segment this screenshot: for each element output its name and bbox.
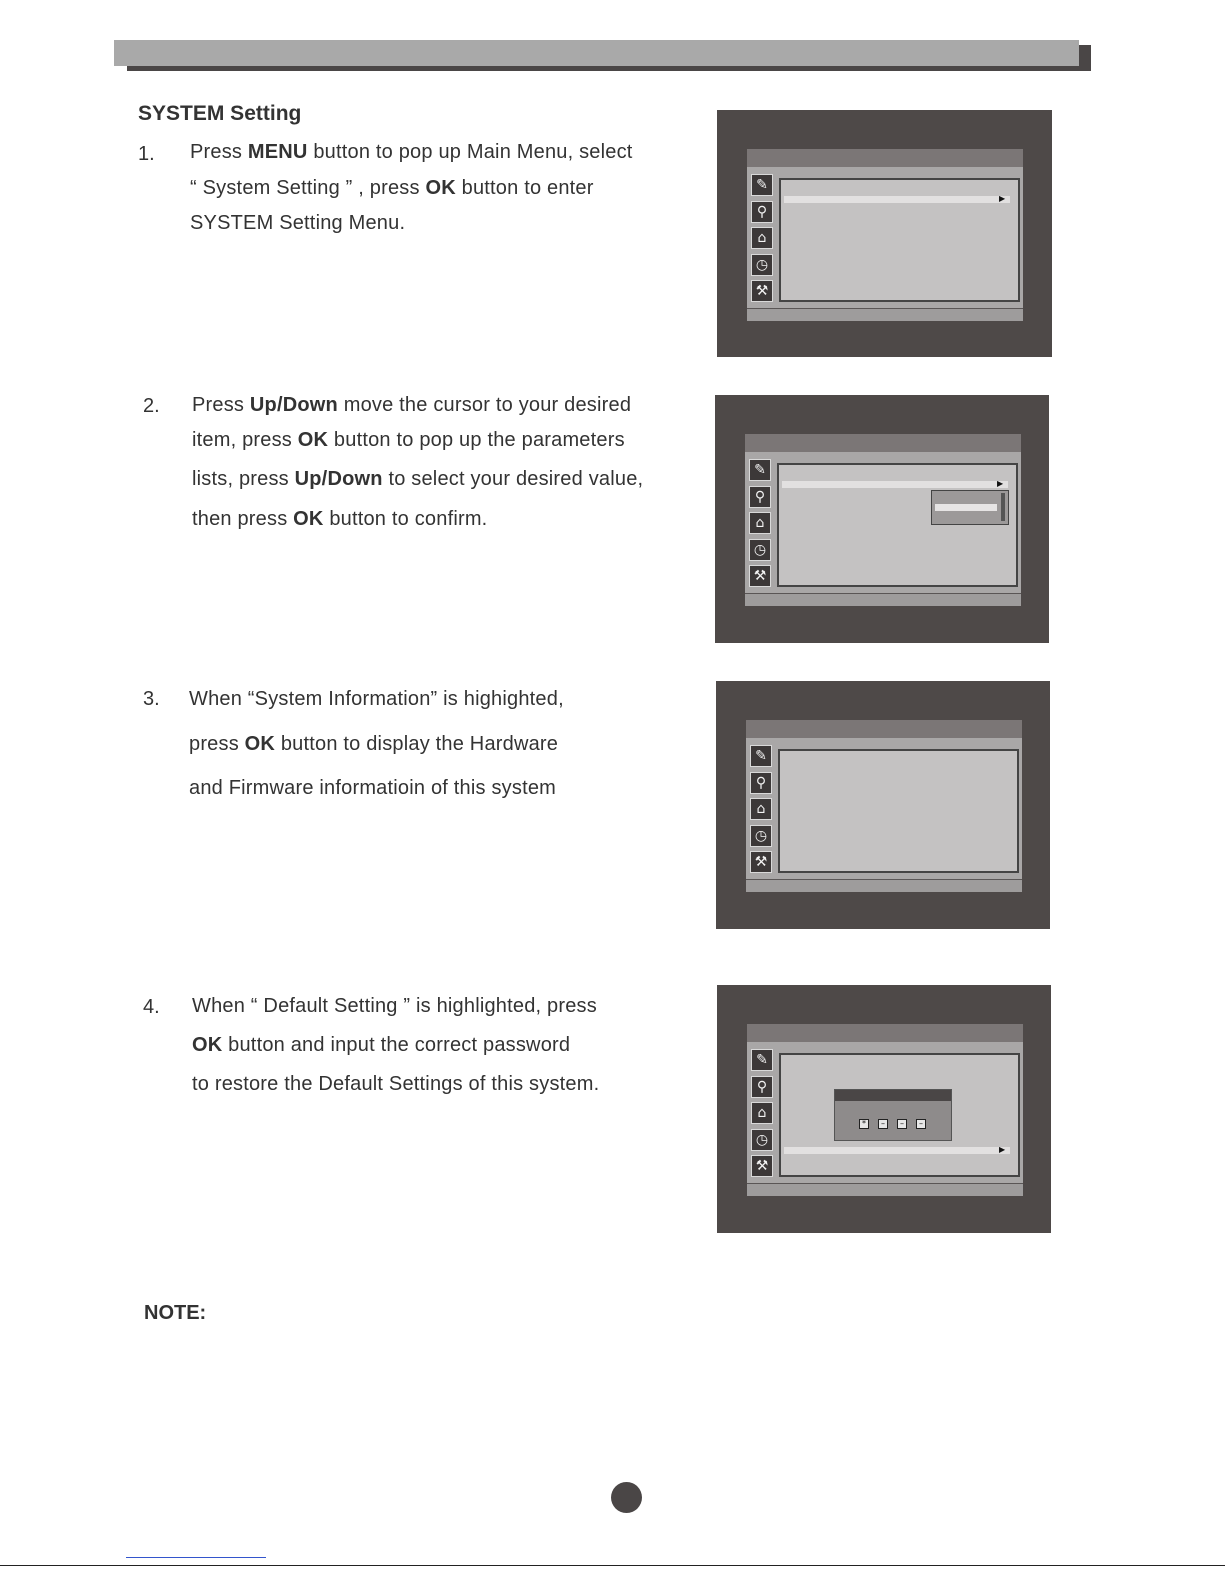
right-arrow-icon: ▶: [999, 194, 1006, 203]
step-text: then press: [192, 508, 294, 530]
step-text: Press: [192, 394, 250, 416]
footer-link-line: [126, 1557, 266, 1558]
step-text: lists, press: [192, 468, 295, 490]
key-label: MENU: [247, 141, 308, 163]
menu-title-bar: [746, 720, 1022, 738]
pencil-icon: ✎: [751, 174, 773, 196]
step-text: move the cursor to your desired: [337, 394, 632, 416]
clock-icon: ◷: [751, 1129, 773, 1151]
step-line: [189, 777, 556, 800]
step-number: 3.: [143, 688, 160, 710]
password-digit-cell: *: [859, 1119, 869, 1129]
password-digit-cell: –: [878, 1119, 888, 1129]
highlighted-row: [782, 481, 1008, 488]
step-text: SYSTEM Setting Menu.: [190, 212, 406, 234]
lock-icon: ⌂: [751, 227, 773, 249]
clock-icon: ◷: [749, 539, 771, 561]
menu-title-bar: [747, 149, 1023, 167]
magnifier-icon: ⚲: [750, 772, 772, 794]
clock-icon: ◷: [751, 254, 773, 276]
clock-icon: ◷: [750, 825, 772, 847]
step-text: and Firmware informatioin of this system: [189, 777, 557, 799]
step-number: 1.: [138, 143, 155, 165]
step-text: to restore the Default Settings of this system.: [192, 1073, 600, 1095]
magnifier-icon: ⚲: [751, 201, 773, 223]
password-digit-cell: –: [916, 1119, 926, 1129]
step-line: [190, 177, 594, 200]
menu-screenshot-main: [717, 110, 1052, 357]
step-line: [190, 141, 633, 164]
key-label: OK: [297, 429, 329, 451]
step-text: button to pop up the parameters: [328, 429, 625, 451]
key-label: Up/Down: [249, 394, 338, 416]
popup-scrollbar: [1001, 493, 1005, 521]
password-digit-cell: –: [897, 1119, 907, 1129]
pencil-icon: ✎: [749, 459, 771, 481]
step-line: [190, 212, 405, 235]
lock-icon: ⌂: [750, 798, 772, 820]
step-text: When “System Information” is highighted,: [189, 688, 564, 710]
step-line: [192, 429, 625, 452]
page-number-dot: [611, 1482, 642, 1513]
magnifier-icon: ⚲: [751, 1076, 773, 1098]
step-text: button to pop up Main Menu, select: [307, 141, 633, 163]
menu-screenshot-system-info: [716, 681, 1050, 929]
bottom-rule: [0, 1565, 1225, 1566]
wrench-icon: ⚒: [749, 565, 771, 587]
step-line: [192, 1073, 599, 1096]
section-title: SYSTEM Setting: [138, 102, 302, 125]
pencil-icon: ✎: [750, 745, 772, 767]
step-text: to select your desired value,: [382, 468, 644, 490]
menu-footer-bar: [745, 593, 1021, 606]
menu-footer-bar: [747, 308, 1023, 321]
step-text: press: [189, 733, 245, 755]
highlighted-row: [784, 196, 1010, 203]
key-label: Up/Down: [294, 468, 383, 490]
step-text: button to enter: [455, 177, 594, 199]
right-arrow-icon: ▶: [999, 1145, 1006, 1154]
key-label: OK: [192, 1034, 223, 1056]
step-number: 2.: [143, 395, 160, 417]
step-text: button to confirm.: [323, 508, 488, 530]
menu-title-bar: [745, 434, 1021, 452]
step-text: item, press: [192, 429, 298, 451]
parameter-selected-option: [935, 504, 997, 511]
step-line: [192, 1034, 570, 1057]
note-label: NOTE:: [144, 1302, 207, 1324]
step-number: 4.: [143, 996, 160, 1018]
menu-screenshot-default-setting: [717, 985, 1051, 1233]
menu-screenshot-parameters: [715, 395, 1049, 643]
menu-content-panel: [778, 749, 1019, 873]
right-arrow-icon: ▶: [997, 479, 1004, 488]
step-line: [192, 468, 643, 491]
step-line: [192, 995, 597, 1018]
menu-title-bar: [747, 1024, 1023, 1042]
highlighted-row: [784, 1147, 1010, 1154]
header-bar: [114, 40, 1079, 66]
key-label: OK: [244, 733, 276, 755]
step-line: [192, 508, 487, 531]
wrench-icon: ⚒: [751, 1155, 773, 1177]
step-text: “ System Setting ” , press: [190, 177, 426, 199]
pencil-icon: ✎: [751, 1049, 773, 1071]
wrench-icon: ⚒: [751, 280, 773, 302]
step-line: [192, 394, 631, 417]
step-text: button and input the correct password: [222, 1034, 571, 1056]
step-text: button to display the Hardware: [275, 733, 559, 755]
step-text: Press: [190, 141, 248, 163]
key-label: OK: [293, 508, 324, 530]
key-label: OK: [425, 177, 456, 199]
step-line: [189, 733, 558, 756]
step-line: [189, 688, 564, 711]
password-dialog-title-bar: [835, 1090, 951, 1101]
lock-icon: ⌂: [749, 512, 771, 534]
lock-icon: ⌂: [751, 1102, 773, 1124]
step-text: When “ Default Setting ” is highlighted, press: [192, 995, 597, 1017]
magnifier-icon: ⚲: [749, 486, 771, 508]
wrench-icon: ⚒: [750, 851, 772, 873]
menu-footer-bar: [746, 879, 1022, 892]
menu-footer-bar: [747, 1183, 1023, 1196]
